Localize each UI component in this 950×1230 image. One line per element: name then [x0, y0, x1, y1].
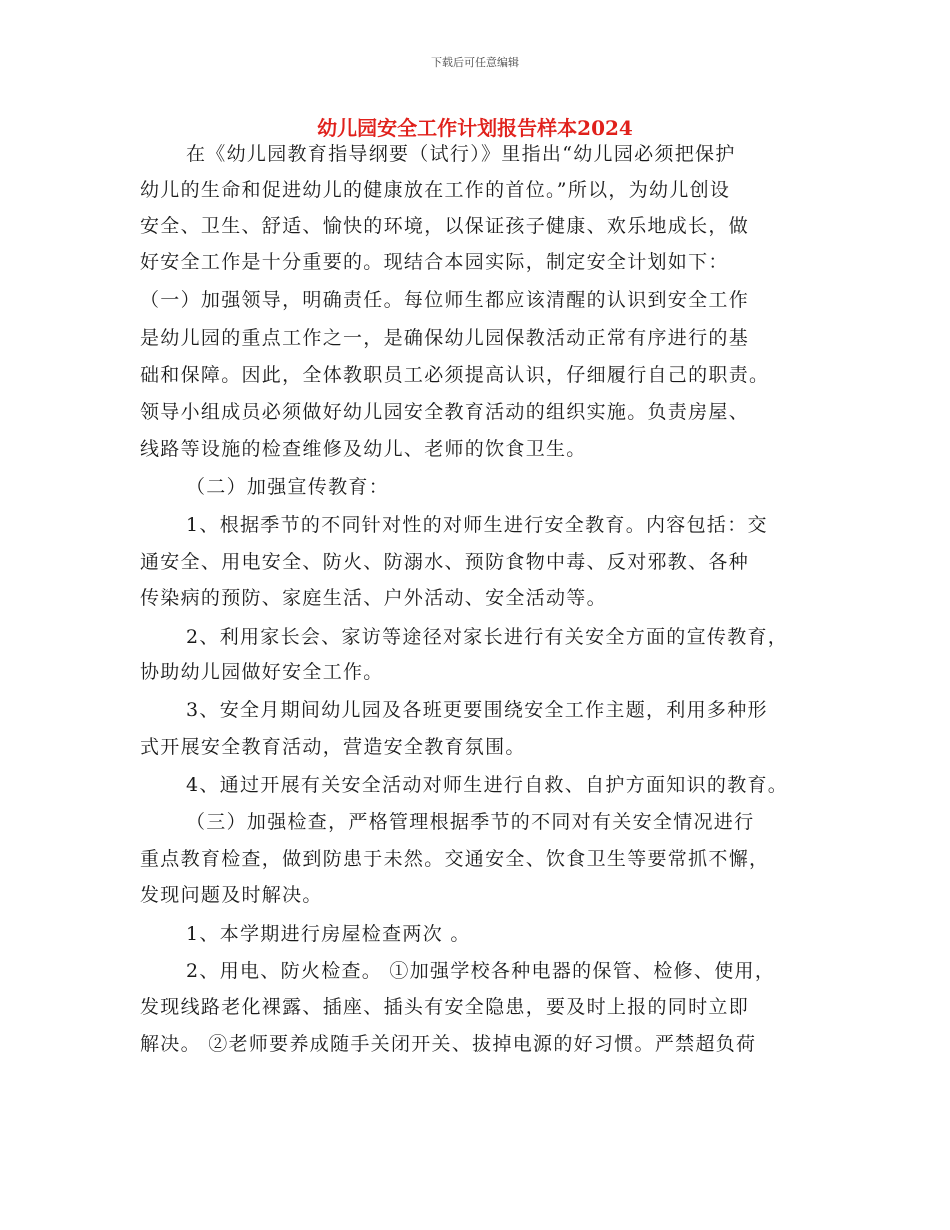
body-line: 4、通过开展有关安全活动对师生进行自救、自护方面知识的教育。 — [186, 774, 789, 796]
body-line: 通安全、用电安全、防火、防溺水、预防食物中毒、反对邪教、各种 — [140, 551, 750, 573]
body-line: 幼儿的生命和促进幼儿的健康放在工作的首位。”所以，为幼儿创设 — [140, 179, 731, 201]
body-line: 2、用电、防火检查。 ①加强学校各种电器的保管、检修、使用， — [186, 960, 776, 982]
body-line: 础和保障。因此，全体教职员工必须提高认识，仔细履行自己的职责。 — [140, 364, 770, 386]
body-line: 3、安全月期间幼儿园及各班更要围绕安全工作主题，利用多种形 — [186, 699, 768, 721]
section-heading: （三）加强检查，严格管理根据季节的不同对有关安全情况进行 — [186, 811, 755, 833]
body-line: 领导小组成员必须做好幼儿园安全教育活动的组织实施。负责房屋、 — [140, 401, 750, 423]
body-line: 1、本学期进行房屋检查两次 。 — [186, 923, 471, 945]
body-line: 1、根据季节的不同针对性的对师生进行安全教育。内容包括：交 — [186, 514, 768, 536]
section-heading: （二）加强宣传教育： — [186, 476, 390, 498]
body-line: 线路等设施的检查维修及幼儿、老师的饮食卫生。 — [140, 438, 587, 460]
body-line: 发现问题及时解决。 — [140, 884, 323, 906]
body-line: 2、利用家长会、家访等途径对家长进行有关安全方面的宣传教育， — [186, 626, 789, 648]
body-line: 好安全工作是十分重要的。现结合本园实际，制定安全计划如下： — [140, 251, 729, 273]
body-line: 重点教育检查，做到防患于未然。交通安全、饮食卫生等要常抓不懈， — [140, 848, 770, 870]
body-line: 协助幼儿园做好安全工作。 — [140, 661, 384, 683]
body-line: 传染病的预防、家庭生活、户外活动、安全活动等。 — [140, 587, 607, 609]
body-line: 解决。 ②老师要养成随手关闭开关、拔掉电源的好习惯。严禁超负荷 — [140, 1033, 757, 1055]
document-title: 幼儿园安全工作计划报告样本2024 — [317, 116, 633, 140]
body-line: 安全、卫生、舒适、愉快的环境，以保证孩子健康、欢乐地成长，做 — [140, 215, 750, 237]
body-line: 在《幼儿园教育指导纲要（试行）》里指出“幼儿园必须把保护 — [186, 143, 736, 165]
body-line: 式开展安全教育活动，营造安全教育氛围。 — [140, 736, 526, 758]
body-line: 发现线路老化裸露、插座、插头有安全隐患，要及时上报的同时立即 — [140, 996, 750, 1018]
header-note: 下载后可任意编辑 — [431, 56, 519, 69]
body-line: （一）加强领导，明确责任。每位师生都应该清醒的认识到安全工作 — [140, 289, 750, 311]
body-line: 是幼儿园的重点工作之一，是确保幼儿园保教活动正常有序进行的基 — [140, 327, 750, 349]
